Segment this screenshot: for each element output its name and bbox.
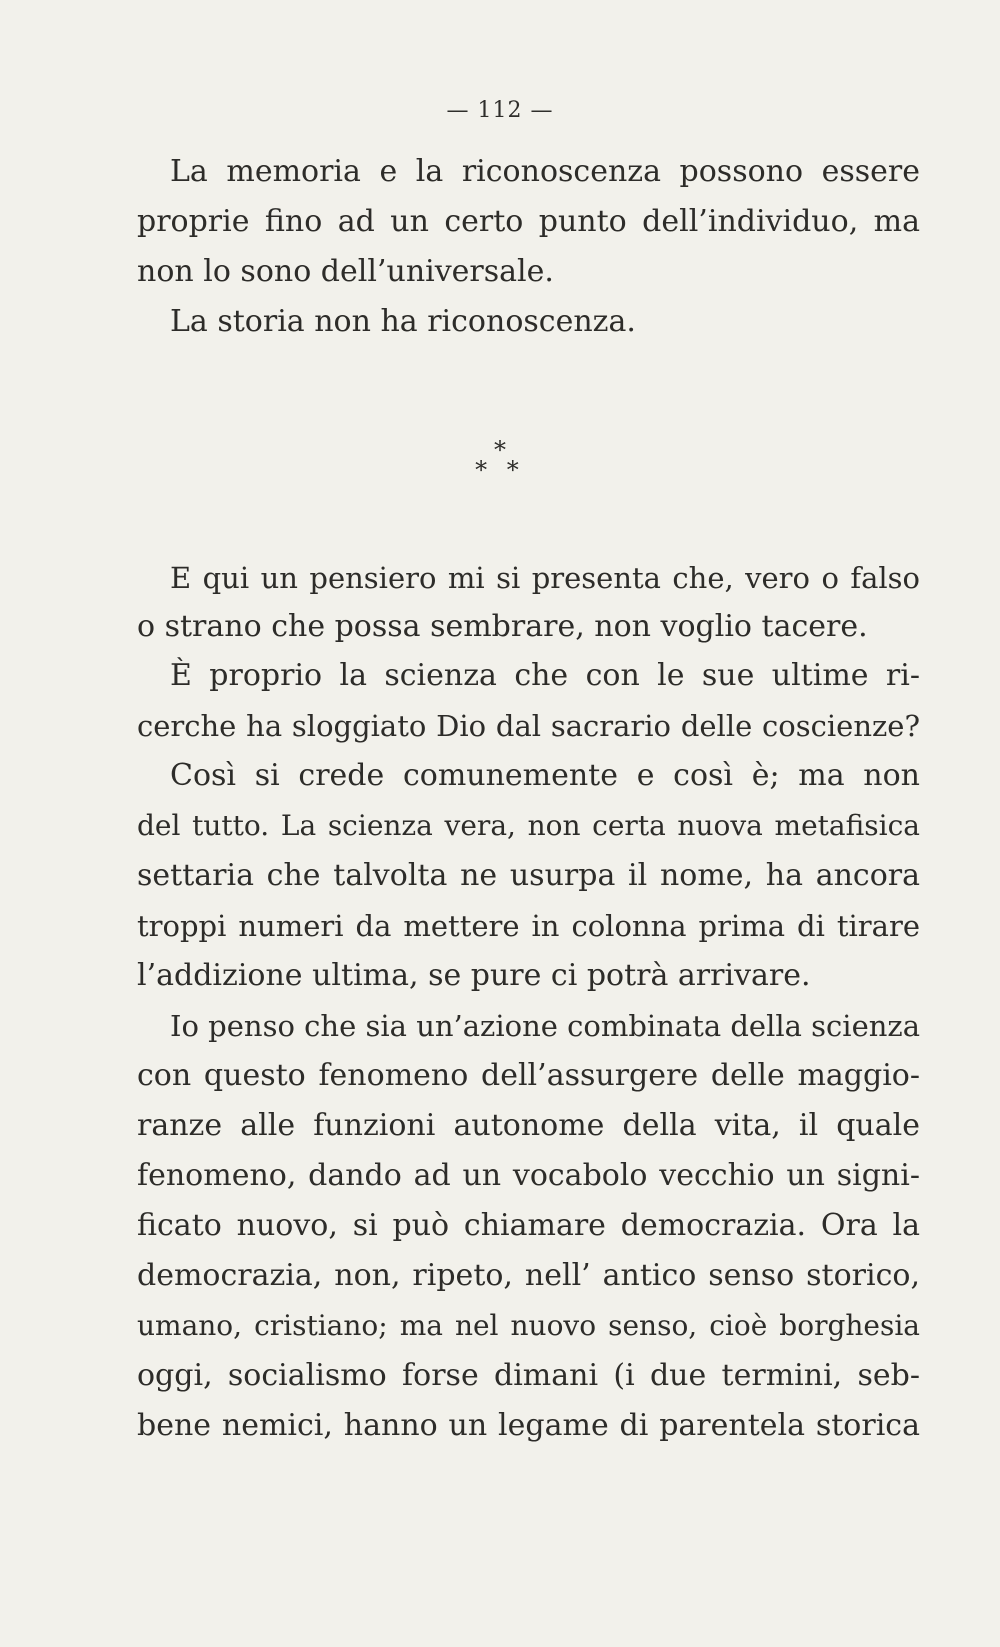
text-line: ficato nuovo, si può chiamare democrazia. Ora la (137, 1208, 920, 1243)
text-line: Io penso che sia un’azione combinata della scienza (170, 1009, 920, 1043)
text-line: cerche ha sloggiato Dio dal sacrario delle coscienze? (137, 709, 920, 743)
text-line: La storia non ha riconoscenza. (170, 304, 636, 339)
text-line: troppi numeri da mettere in colonna prima di tirare (137, 909, 920, 943)
text-line: o strano che possa sembrare, non voglio tacere. (137, 609, 868, 644)
text-line: proprie fino ad un certo punto dell’individuo, ma (137, 204, 920, 239)
asterism-top: * (494, 436, 506, 464)
text-line: l’addizione ultima, se pure ci potrà arrivare. (137, 958, 811, 993)
page-number: — 112 — (446, 98, 554, 123)
text-line: E qui un pensiero mi si presenta che, vero o falso (170, 561, 920, 595)
text-line: del tutto. La scienza vera, non certa nuova metafisica (137, 809, 920, 842)
text-line: con questo fenomeno dell’assurgere delle maggio- (137, 1058, 920, 1093)
text-line: settaria che talvolta ne usurpa il nome, ha ancora (137, 858, 920, 893)
text-line: umano, cristiano; ma nel nuovo senso, cioè borghesia (137, 1309, 920, 1342)
text-line: Così si crede comunemente e così è; ma non (170, 758, 920, 793)
text-line: È proprio la scienza che con le sue ultime ri- (170, 658, 920, 693)
text-line: democrazia, non, ripeto, nell’ antico senso storico, (137, 1258, 920, 1293)
text-line: bene nemici, hanno un legame di parentela storica (137, 1408, 920, 1443)
asterism-bottom: * * (475, 456, 525, 484)
text-line: oggi, socialismo forse dimani (i due termini, seb- (137, 1358, 920, 1393)
section-break-asterism (0, 436, 1000, 484)
text-line: fenomeno, dando ad un vocabolo vecchio un signi- (137, 1158, 920, 1193)
text-line: ranze alle funzioni autonome della vita, il quale (137, 1108, 920, 1143)
text-line: La memoria e la riconoscenza possono essere (170, 154, 920, 189)
text-line: non lo sono dell’universale. (137, 254, 554, 289)
